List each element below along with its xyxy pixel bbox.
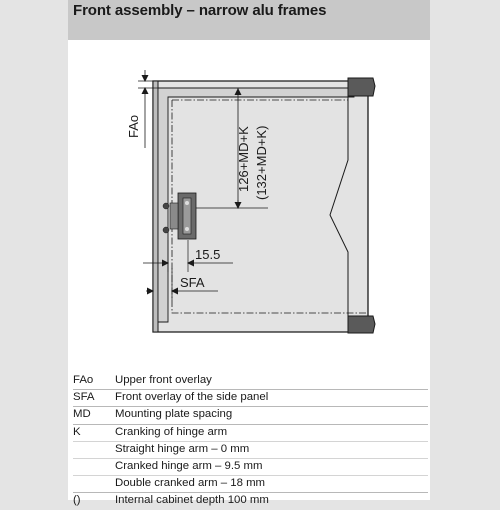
spacing-alt-label: (132+MD+K) bbox=[254, 125, 269, 200]
legend-abbr: K bbox=[73, 425, 81, 438]
legend-abbr: SFA bbox=[73, 391, 95, 404]
front-assembly-drawing bbox=[68, 0, 430, 372]
legend-desc: Cranking of hinge arm bbox=[115, 425, 228, 438]
legend-row bbox=[73, 475, 428, 492]
sfa-label: SFA bbox=[180, 275, 205, 290]
legend-row bbox=[73, 492, 428, 509]
legend-desc: Front overlay of the side panel bbox=[115, 391, 269, 404]
legend-desc: Straight hinge arm – 0 mm bbox=[115, 442, 250, 455]
side-panel-top bbox=[348, 78, 375, 96]
spacing-label: 126+MD+K bbox=[236, 126, 251, 192]
page-title: Front assembly – narrow alu frames bbox=[73, 2, 327, 19]
fao-label: FAo bbox=[126, 114, 141, 138]
legend-abbr: MD bbox=[73, 408, 91, 421]
legend-row bbox=[73, 389, 428, 406]
frame-profile-left bbox=[153, 81, 158, 332]
legend-row bbox=[73, 406, 428, 423]
legend-row bbox=[73, 373, 428, 389]
legend-desc: Upper front overlay bbox=[115, 374, 212, 386]
legend-row bbox=[73, 424, 428, 441]
legend-abbr: FAo bbox=[73, 374, 94, 386]
legend-abbr: () bbox=[73, 494, 81, 507]
legend-row bbox=[73, 458, 428, 475]
legend-desc: Double cranked arm – 18 mm bbox=[115, 477, 266, 490]
offset-label: 15.5 bbox=[195, 247, 221, 262]
legend-desc: Internal cabinet depth 100 mm bbox=[115, 494, 269, 507]
abbreviation-legend bbox=[73, 373, 428, 510]
datasheet-panel bbox=[68, 0, 430, 507]
legend-desc: Mounting plate spacing bbox=[115, 408, 233, 421]
side-panel-bottom bbox=[348, 316, 375, 333]
legend-row bbox=[73, 441, 428, 458]
legend-desc: Cranked hinge arm – 9.5 mm bbox=[115, 459, 263, 472]
